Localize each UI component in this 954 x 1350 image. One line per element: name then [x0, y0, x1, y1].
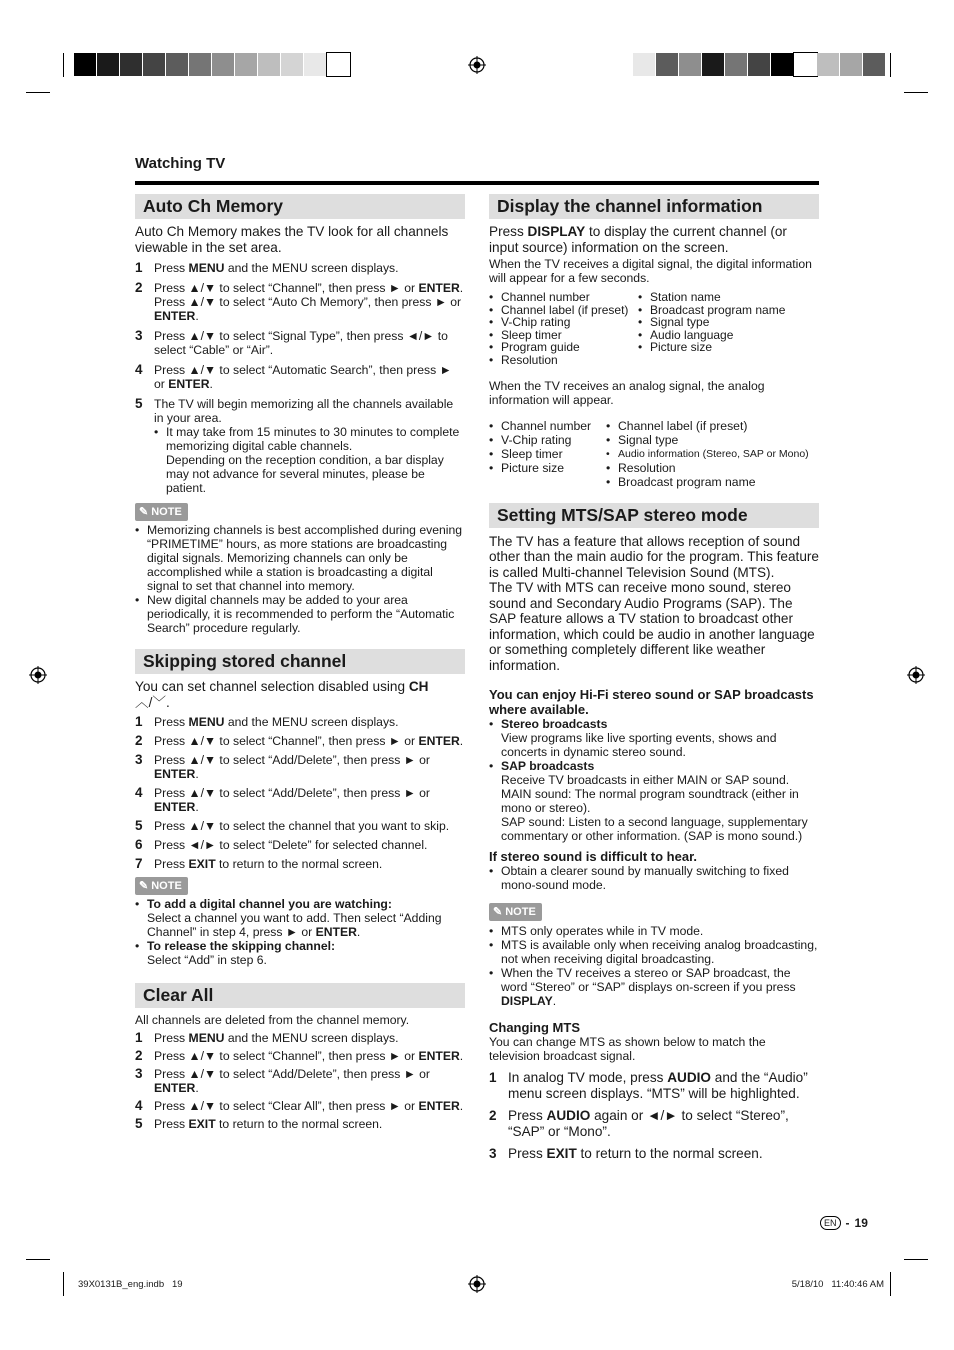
step-number: 7: [135, 856, 143, 871]
pencil-icon: ✎: [139, 506, 149, 518]
step-number: 2: [489, 1108, 497, 1124]
registration-swatch: [189, 53, 212, 76]
analog-text: When the TV receives an analog signal, the analog information will appear.: [489, 378, 765, 407]
mts-steps: [489, 1070, 819, 1162]
display-intro: Press DISPLAY to display the current channel (or input source) information on the screen.: [489, 224, 787, 255]
step-item: [135, 753, 465, 781]
registration-swatch: [97, 53, 120, 76]
step-item: [135, 363, 465, 391]
auto-note-list: [135, 523, 465, 635]
step-item: [489, 1070, 819, 1101]
step-number: 2: [135, 733, 143, 748]
enjoy-list: [489, 717, 819, 843]
difficult-heading: If stereo sound is difficult to hear.: [489, 849, 698, 865]
registration-swatch: [120, 53, 143, 76]
list-item: • Memorizing channels is best accomplished during evening “PRIMETIME” hours, as more stations are broadcasting digital signals. Memorizing channels can only be accomplished while a station is broadcasting a digital signal to set that channel into memory.: [135, 523, 465, 593]
step-item: [489, 1108, 819, 1139]
clear-intro: All channels are deleted from the channel memory.: [135, 1013, 410, 1027]
step-item: [135, 329, 465, 357]
step-item: [135, 857, 465, 871]
step-item: [135, 1067, 465, 1095]
list-item: • Station name: [638, 291, 819, 304]
registration-swatch: [679, 53, 702, 76]
step-item: [489, 1146, 819, 1162]
step-number: 5: [135, 1116, 143, 1131]
auto-ch-memory-heading: Auto Ch Memory: [135, 194, 465, 219]
mts-heading: Setting MTS/SAP stereo mode: [489, 503, 819, 528]
step-number: 3: [489, 1146, 497, 1162]
list-item: • SAP broadcasts Receive TV broadcasts in either MAIN or SAP sound. MAIN sound: The normal program soundtrack (either in mono or stereo). SAP sound: Listen to a second language, supplementary commentary or other information. (SAP is mono sound.): [489, 759, 819, 843]
crop-mark: [904, 92, 928, 93]
note-badge: ✎ NOTE: [489, 903, 542, 921]
step-text: In analog TV mode, press AUDIO and the “Audio” menu screen displays. “MTS” will be highlighted.: [508, 1070, 808, 1101]
difficult-list: [489, 864, 819, 892]
list-item: • Sleep timer: [489, 447, 606, 461]
step-item: [135, 281, 465, 323]
skip-intro: You can set channel selection disabled using CH ︿/﹀.: [135, 679, 429, 710]
step-text: Press EXIT to return to the normal screen.: [508, 1146, 763, 1162]
step-text: Press ▲/▼ to select “Add/Delete”, then press ► or ENTER.: [154, 1067, 430, 1095]
display-heading: Display the channel information: [489, 194, 819, 219]
step-number: 2: [135, 280, 143, 295]
registration-swatch: [748, 53, 771, 76]
changing-heading: Changing MTS: [489, 1020, 580, 1036]
list-item: • Channel label (if preset): [606, 419, 819, 433]
skip-steps: [135, 715, 465, 871]
list-item: • When the TV receives a stereo or SAP broadcast, the word “Stereo” or “SAP” displays on-screen if you press DISPLAY.: [489, 966, 819, 1008]
list-item: • To release the skipping channel: Select “Add” in step 6.: [135, 939, 465, 967]
skip-note: [135, 877, 465, 967]
list-item: • Audio information (Stereo, SAP or Mono): [606, 447, 819, 461]
list-item: • New digital channels may be added to your area periodically, it is recommended to perform the “Automatic Search” procedure regularly.: [135, 593, 465, 635]
enjoy-heading: You can enjoy Hi-Fi stereo sound or SAP broadcasts where available.: [489, 687, 814, 718]
step-text: Press AUDIO again or ◄/► to select “Stereo”, “SAP” or “Mono”.: [508, 1108, 789, 1139]
step-text: Press ▲/▼ to select “Channel”, then press ► or ENTER.: [154, 1049, 464, 1063]
step-item: [135, 261, 465, 275]
step-item: [135, 819, 465, 833]
header-rule: [135, 181, 819, 185]
registration-target-icon: [29, 666, 47, 684]
auto-steps: [135, 261, 465, 495]
clear-all-heading: Clear All: [135, 983, 465, 1008]
registration-swatch: [327, 53, 350, 76]
registration-swatch: [702, 53, 725, 76]
list-item: • Audio language: [638, 329, 819, 342]
registration-swatch: [840, 53, 863, 76]
step-item: [135, 397, 465, 495]
auto-note: [135, 503, 465, 635]
registration-target-icon: [468, 1275, 486, 1293]
note-badge: ✎ NOTE: [135, 503, 188, 521]
step-item: [135, 1099, 465, 1113]
registration-swatch: [281, 53, 304, 76]
registration-swatch: [143, 53, 166, 76]
crop-mark: [63, 1272, 64, 1296]
list-item: • Broadcast program name: [638, 304, 819, 317]
list-item: • MTS only operates while in TV mode.: [489, 924, 819, 938]
digital-info-list: [489, 291, 819, 367]
step-number: 3: [135, 1066, 143, 1081]
step-number: 1: [135, 1030, 143, 1045]
step-text: Press ▲/▼ to select “Clear All”, then press ► or ENTER.: [154, 1099, 464, 1113]
registration-swatch: [817, 53, 840, 76]
registration-swatch: [212, 53, 235, 76]
step-text: The TV will begin memorizing all the channels available in your area. • It may take from 15 minutes to 30 minutes to complete memorizing digital cable channels. Depending on the reception condition, a bar display may not advance for several minutes, please be patient.: [154, 397, 465, 495]
registration-target-icon: [468, 56, 486, 74]
step-number: 1: [489, 1070, 497, 1086]
list-item: • Resolution: [489, 354, 638, 367]
registration-swatch: [633, 53, 656, 76]
step-text: Press ▲/▼ to select “Channel”, then press ► or ENTER. Press ▲/▼ to select “Auto Ch Memory”, then press ► or ENTER.: [154, 281, 464, 323]
footer-file: 39X0131B_eng.indb 19: [78, 1279, 183, 1290]
list-item: • Channel label (if preset): [489, 304, 638, 317]
changing-text: You can change MTS as shown below to match the television broadcast signal.: [489, 1035, 766, 1064]
step-text: Press EXIT to return to the normal screen.: [154, 857, 383, 871]
registration-target-icon: [907, 666, 925, 684]
step-item: [135, 1031, 465, 1045]
registration-bar-left: [74, 53, 350, 76]
list-item: • Resolution: [606, 461, 819, 475]
skip-note-list: [135, 897, 465, 967]
left-column: [135, 194, 465, 1131]
list-item: • Program guide: [489, 341, 638, 354]
registration-swatch: [166, 53, 189, 76]
step-text: Press ▲/▼ to select “Channel”, then press ► or ENTER.: [154, 734, 464, 748]
crop-mark: [904, 1259, 928, 1260]
registration-bar-right: [633, 53, 886, 76]
step-number: 2: [135, 1048, 143, 1063]
step-text: Press MENU and the MENU screen displays.: [154, 261, 399, 275]
right-column: [489, 194, 819, 1162]
step-item: [135, 1049, 465, 1063]
crop-mark: [63, 53, 64, 77]
analog-info-list: [489, 419, 819, 489]
mts-note: [489, 903, 819, 1008]
registration-swatch: [656, 53, 679, 76]
step-text: Press ▲/▼ to select “Add/Delete”, then press ► or ENTER.: [154, 753, 430, 781]
step-number: 4: [135, 1098, 143, 1113]
step-text: Press ◄/► to select “Delete” for selected channel.: [154, 838, 428, 852]
list-item: • Picture size: [489, 461, 606, 475]
crop-mark: [26, 1259, 50, 1260]
clear-steps: [135, 1031, 465, 1131]
step-text: Press MENU and the MENU screen displays.: [154, 715, 399, 729]
digital-text: When the TV receives a digital signal, the digital information will appear for a few seconds.: [489, 257, 812, 285]
step-number: 6: [135, 837, 143, 852]
page-number: EN - 19: [820, 1216, 868, 1230]
note-badge: ✎ NOTE: [135, 877, 188, 895]
list-item: • V-Chip rating: [489, 316, 638, 329]
list-item: • Channel number: [489, 291, 638, 304]
list-item: • V-Chip rating: [489, 433, 606, 447]
list-item: • Signal type: [638, 316, 819, 329]
skipping-heading: Skipping stored channel: [135, 649, 465, 674]
registration-swatch: [258, 53, 281, 76]
section-tag: Watching TV: [135, 155, 226, 172]
step-text: Press ▲/▼ to select the channel that you want to skip.: [154, 819, 450, 833]
lang-badge: EN: [820, 1216, 841, 1230]
registration-swatch: [74, 53, 97, 76]
list-item: • Obtain a clearer sound by manually switching to fixed mono-sound mode.: [489, 864, 819, 892]
list-item: • To add a digital channel you are watching: Select a channel you want to add. Then select “Adding Channel” in step 4, press ► or ENTER.: [135, 897, 465, 939]
crop-mark: [26, 92, 50, 93]
list-item: • Channel number: [489, 419, 606, 433]
step-number: 1: [135, 260, 143, 275]
crop-mark: [890, 53, 891, 77]
step-item: [135, 838, 465, 852]
list-item: • Broadcast program name: [606, 475, 819, 489]
step-number: 1: [135, 714, 143, 729]
mts-intro: The TV has a feature that allows reception of sound other than the main audio for the program. This feature is called Multi-channel Television Sound (MTS). The TV with MTS can receive mono sound, stereo sound and Secondary Audio Programs (SAP). The SAP feature allows a TV station to broadcast other information, which could be audio in another language or something completely different like weather information.: [489, 533, 819, 673]
step-text: Press ▲/▼ to select “Add/Delete”, then press ► or ENTER.: [154, 786, 430, 814]
list-item: • Signal type: [606, 433, 819, 447]
pencil-icon: ✎: [493, 906, 503, 919]
step-text: Press ▲/▼ to select “Automatic Search”, then press ► or ENTER.: [154, 363, 452, 391]
pencil-icon: ✎: [139, 880, 149, 892]
step-item: [135, 1117, 465, 1131]
step-item: [135, 786, 465, 814]
list-item: • MTS is available only when receiving analog broadcasting, not when receiving digital broadcasting.: [489, 938, 819, 966]
list-item: • Picture size: [638, 341, 819, 354]
step-item: [135, 734, 465, 748]
auto-intro: Auto Ch Memory makes the TV look for all channels viewable in the set area.: [135, 224, 449, 255]
crop-mark: [890, 1272, 891, 1296]
registration-swatch: [235, 53, 258, 76]
list-item: • Stereo broadcasts View programs like live sporting events, shows and concerts in dynamic stereo sound.: [489, 717, 819, 759]
registration-swatch: [304, 53, 327, 76]
registration-swatch: [771, 53, 794, 76]
step-number: 3: [135, 328, 143, 343]
step-number: 5: [135, 396, 143, 411]
step-text: Press EXIT to return to the normal screen.: [154, 1117, 383, 1131]
registration-swatch: [863, 53, 886, 76]
step-text: Press ▲/▼ to select “Signal Type”, then press ◄/► to select “Cable” or “Air”.: [154, 329, 448, 357]
step-item: [135, 715, 465, 729]
step-number: 4: [135, 785, 143, 800]
step-number: 3: [135, 752, 143, 767]
step-number: 4: [135, 362, 143, 377]
step-number: 5: [135, 818, 143, 833]
registration-swatch: [794, 53, 817, 76]
registration-swatch: [725, 53, 748, 76]
step-text: Press MENU and the MENU screen displays.: [154, 1031, 399, 1045]
mts-note-list: [489, 924, 819, 1008]
footer-stamp: 5/18/10 11:40:46 AM: [791, 1279, 884, 1290]
list-item: • Sleep timer: [489, 329, 638, 342]
